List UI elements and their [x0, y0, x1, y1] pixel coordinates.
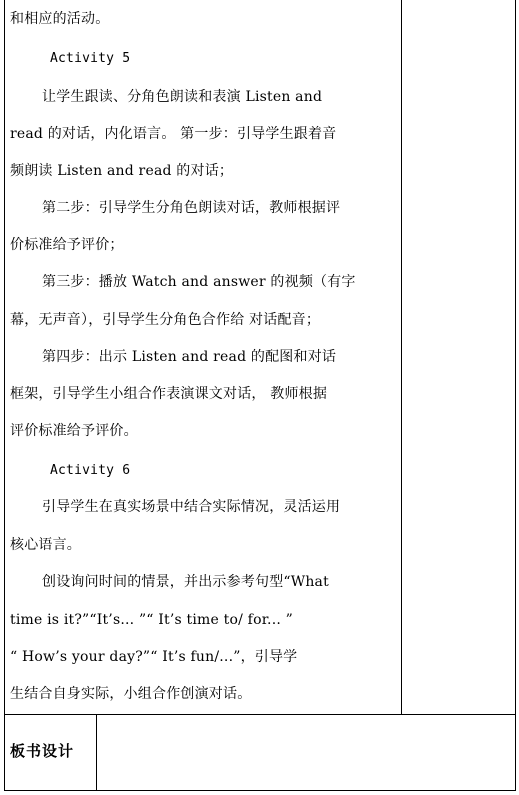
- table-border-left: [4, 0, 5, 791]
- text-line: 让学生跟读、分角色朗读和表演 Listen and: [42, 89, 323, 105]
- text-line: 引导学生在真实场景中结合实际情况，灵活运用: [42, 499, 341, 515]
- text-line: 和相应的活动。: [10, 11, 110, 27]
- text-line: 创设询问时间的情景，并出示参考句型“What: [42, 574, 329, 590]
- column-divider: [401, 0, 402, 714]
- text-line: 生结合自身实际，小组合作创演对话。: [10, 686, 252, 702]
- text-line: 评价标准给予评价。: [10, 423, 138, 439]
- board-design-label: 板书设计: [10, 742, 75, 760]
- text-line: 价标准给予评价；: [10, 237, 124, 253]
- text-line: “ How’s your day?”“ It’s fun/...”，引导学: [10, 649, 298, 665]
- label-divider: [96, 714, 97, 791]
- row-divider: [4, 714, 516, 715]
- activity-heading: Activity 6: [50, 463, 131, 478]
- text-line: 第四步：出示 Listen and read 的配图和对话: [42, 349, 337, 365]
- table-border-right: [515, 0, 516, 791]
- text-line: 第三步：播放 Watch and answer 的视频（有字: [42, 274, 356, 290]
- text-line: 核心语言。: [10, 537, 81, 553]
- text-line: 框架，引导学生小组合作表演课文对话， 教师根据: [10, 386, 328, 402]
- text-line: 第二步：引导学生分角色朗读对话，教师根据评: [42, 200, 341, 216]
- activity-heading: Activity 5: [50, 51, 131, 66]
- text-line: 频朗读 Listen and read 的对话；: [10, 163, 234, 179]
- table-border-bottom: [4, 790, 516, 791]
- text-line: read 的对话，内化语言。 第一步：引导学生跟着音: [10, 126, 337, 142]
- text-line: 幕，无声音），引导学生分角色合作给 对话配音；: [10, 312, 321, 328]
- text-line: time is it?”“It’s... ”“ It’s time to/ for... ”: [10, 612, 294, 628]
